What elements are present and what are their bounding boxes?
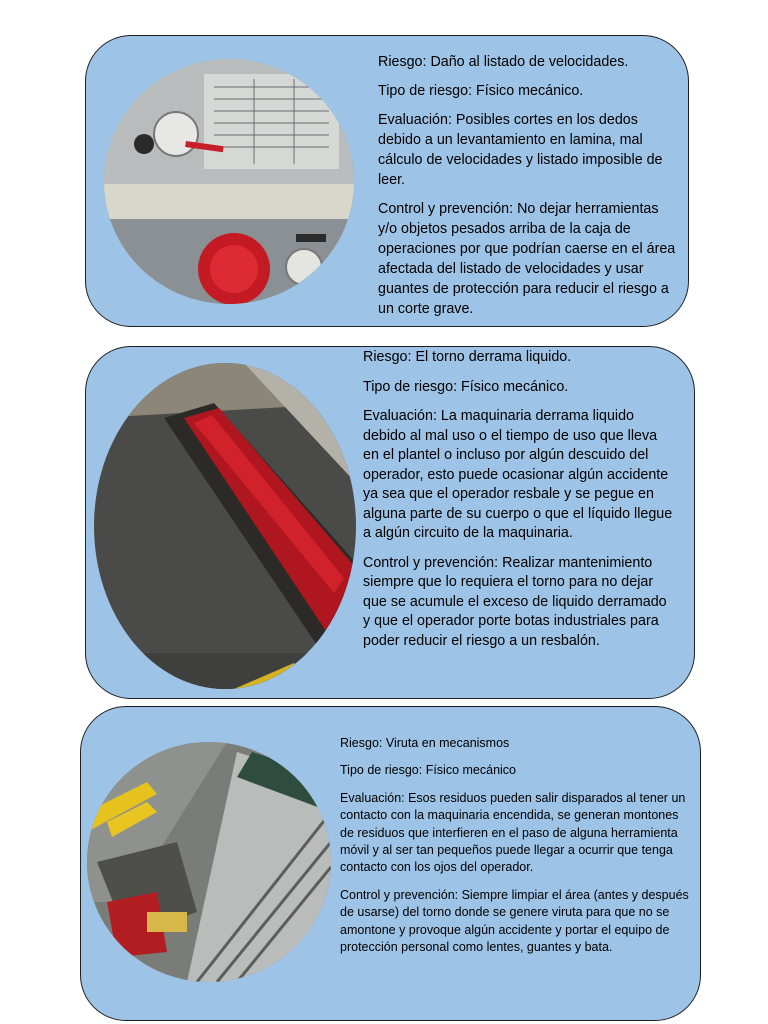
risk-card-text <box>340 735 690 966</box>
risk-title: Riesgo: El torno derrama liquido. <box>363 349 572 365</box>
risk-control: Control y prevención: No dejar herramientas y/o objetos pesados arriba de la caja de operaciones por que podrían caerse en el área afectada del listado de velocidades y usar guantes de protección para reducir el riesgo a un corte grave. <box>378 201 676 317</box>
risk-control: Control y prevención: Siempre limpiar el área (antes y después de usarse) del torno donde se genere viruta para que no se amontone y provoque algún accidente y portar el equipo de protección personal como lentes, guantes y bata. <box>340 887 689 955</box>
risk-evaluation: Evaluación: La maquinaria derrama liquido debido al mal uso o el tiempo de uso que lleva en el plantel o incluso por algún descuido del operador, esto puede ocasionar algún accidente ya sea que el operador resbale y se pegue en alguna parte de su cuerpo o que el líquido llegue a algún circuito de la maquinaria. <box>363 408 673 541</box>
risk-title: Riesgo: Viruta en mecanismos <box>340 736 510 750</box>
risk-title: Riesgo: Daño al listado de velocidades. <box>378 54 629 70</box>
risk-type: Tipo de riesgo: Físico mecánico. <box>363 378 569 395</box>
risk-evaluation: Evaluación: Posibles cortes en los dedos debido a un levantamiento en lamina, mal cálculo de velocidades y listado imposible de leer. <box>378 112 663 188</box>
risk-evaluation: Evaluación: Esos residuos pueden salir disparados al tener un contacto con la maquinaria encendida, se generan montones de residuos que interfieren en el paso de alguna herramienta móvil y al ser tan pequeños puede llegar a ocurrir que tenga contacto con los ojos del operador. <box>340 790 686 875</box>
lathe-liquid-spill-photo <box>94 363 356 689</box>
risk-control: Control y prevención: Realizar mantenimiento siempre que lo requiera el torno para no dejar que se acumule el exceso de liquido derramado y que el operador porte botas industriales para poder reducir el riesgo a un resbalón. <box>363 554 667 649</box>
risk-card-text <box>363 348 675 661</box>
risk-type: Tipo de riesgo: Físico mecánico. <box>378 83 584 99</box>
risk-card-chips <box>80 706 701 1021</box>
lathe-speed-chart-photo <box>104 59 354 304</box>
lathe-chips-mechanism-photo <box>87 742 331 982</box>
risk-card-liquid-spill <box>85 346 695 699</box>
risk-card-speed-chart <box>85 35 689 327</box>
risk-card-text <box>378 52 678 328</box>
risk-type: Tipo de riesgo: Físico mecánico <box>340 763 517 778</box>
